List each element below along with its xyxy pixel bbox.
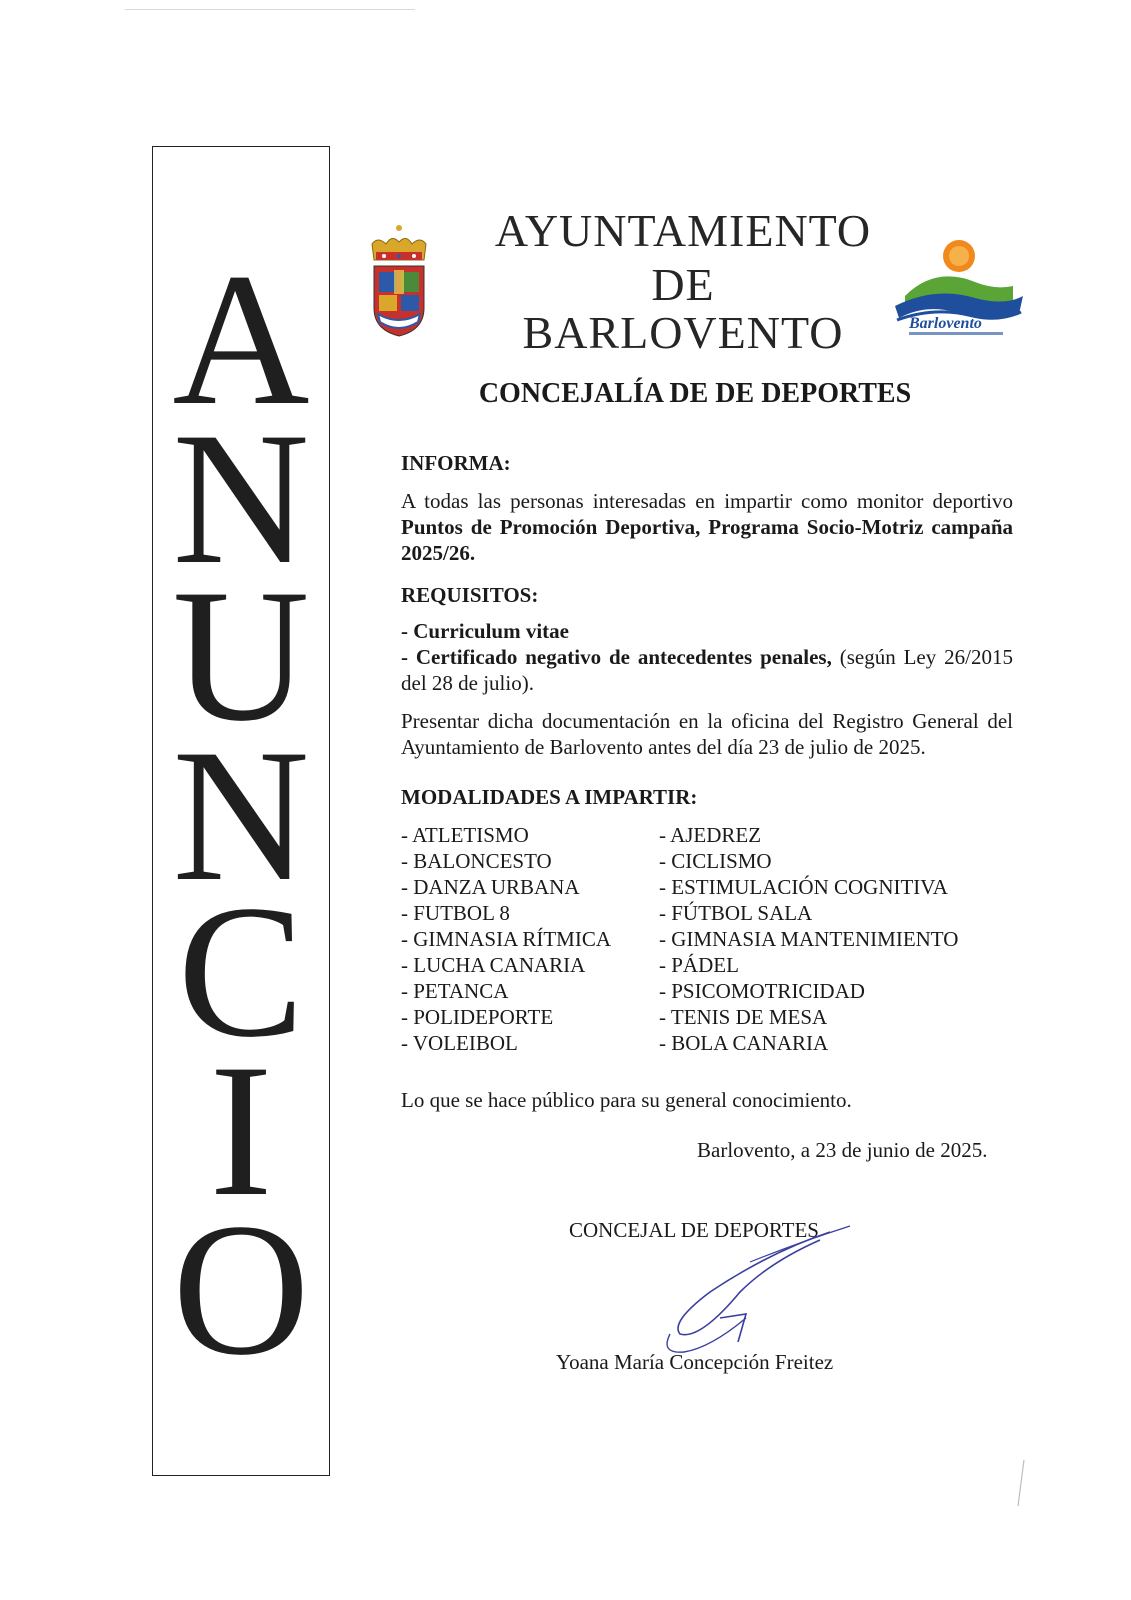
anuncio-letter: A <box>172 235 310 445</box>
anuncio-letter: U <box>172 551 310 761</box>
list-item: - BOLA CANARIA <box>659 1031 829 1055</box>
list-item: - GIMNASIA RÍTMICA <box>401 927 611 951</box>
informa-heading: INFORMA: <box>401 451 511 475</box>
signatory-role: CONCEJAL DE DEPORTES <box>569 1218 819 1242</box>
anuncio-sidebar <box>152 146 330 1476</box>
header-line-3: BARLOVENTO <box>522 307 844 358</box>
list-item: - PSICOMOTRICIDAD <box>659 979 865 1003</box>
header-line-1: AYUNTAMIENTO <box>494 205 872 256</box>
closing-statement: Lo que se hace público para su general conocimiento. <box>401 1088 852 1112</box>
list-item: - ATLETISMO <box>401 823 529 847</box>
signatory-name: Yoana María Concepción Freitez <box>556 1350 834 1374</box>
logo-wordmark: Barlovento <box>909 315 982 332</box>
list-item: - TENIS DE MESA <box>659 1005 828 1029</box>
header-line-2: DE <box>651 259 715 310</box>
informa-paragraph <box>401 488 1013 566</box>
scan-edge-line <box>125 9 415 10</box>
date-line: Barlovento, a 23 de junio de 2025. <box>697 1138 988 1162</box>
presentar-paragraph: Presentar dicha documentación en la oficina del Registro General del Ayuntamiento de Barlovento antes del día 23 de julio de 2025. <box>401 709 1013 759</box>
anuncio-letter: N <box>172 394 310 604</box>
anuncio-letter: C <box>177 867 305 1077</box>
modalidades-left-column <box>401 822 611 1056</box>
list-item: - BALONCESTO <box>401 849 552 873</box>
list-item: - AJEDREZ <box>659 823 762 847</box>
list-item: - GIMNASIA MANTENIMIENTO <box>659 927 959 951</box>
requisito-ley: (según Ley 26/2015 del 28 de julio). <box>401 645 1013 695</box>
scan-mark <box>1016 1458 1026 1508</box>
requisito-item: - Curriculum vitae <box>401 619 569 643</box>
modalidades-heading: MODALIDADES A IMPARTIR: <box>401 785 698 809</box>
list-item: - LUCHA CANARIA <box>401 953 586 977</box>
list-item: - ESTIMULACIÓN COGNITIVA <box>659 875 948 899</box>
list-item: - CICLISMO <box>659 849 772 873</box>
informa-text: A todas las personas interesadas en impartir como monitor deportivo <box>401 489 1013 513</box>
municipal-crest-icon <box>368 222 430 340</box>
requisito-item <box>401 644 1013 696</box>
department-title: CONCEJALÍA DE DE DEPORTES <box>478 378 912 409</box>
list-item: - VOLEIBOL <box>401 1031 518 1055</box>
modalidades-right-column <box>659 822 958 1056</box>
list-item: - FUTBOL 8 <box>401 901 510 925</box>
list-item: - PÁDEL <box>659 953 739 977</box>
list-item: - POLIDEPORTE <box>401 1005 554 1029</box>
handwritten-signature-icon <box>650 1222 860 1362</box>
anuncio-letter: O <box>172 1185 310 1395</box>
anuncio-letter: N <box>172 711 310 921</box>
list-item: - DANZA URBANA <box>401 875 580 899</box>
list-item: - PETANCA <box>401 979 509 1003</box>
requisitos-heading: REQUISITOS: <box>401 583 539 607</box>
requisito-certificado: - Certificado negativo de antecedentes penales, <box>401 645 832 669</box>
informa-program: Puntos de Promoción Deportiva, Programa Socio-Motriz campaña 2025/26. <box>401 515 1013 565</box>
municipality-header <box>478 204 888 364</box>
anuncio-letter: I <box>209 1026 273 1236</box>
list-item: - FÚTBOL SALA <box>659 901 813 925</box>
announcement-body <box>401 450 1013 810</box>
barlovento-logo-icon <box>895 236 1023 344</box>
